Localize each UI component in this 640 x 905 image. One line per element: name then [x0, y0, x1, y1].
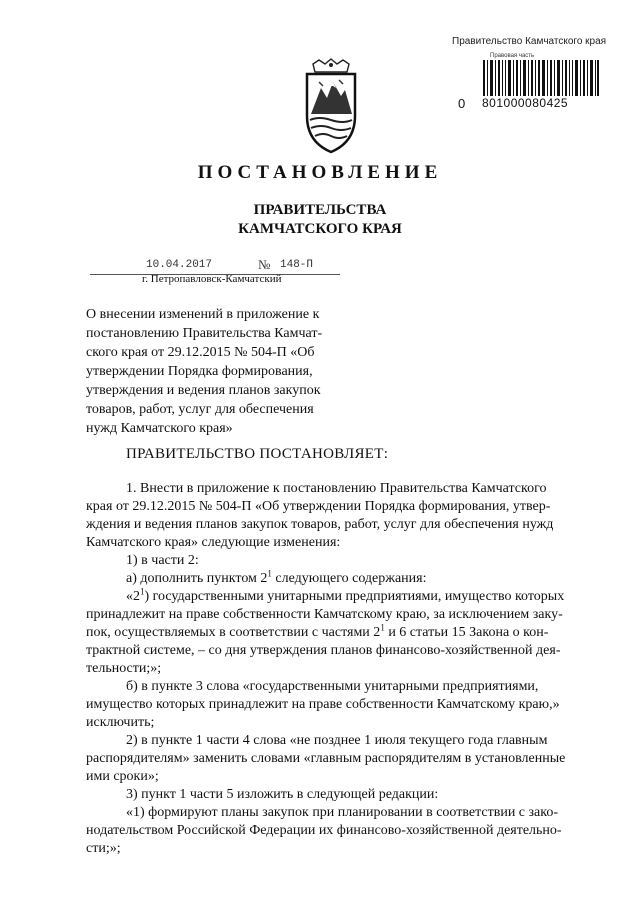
issuer-line-2: КАМЧАТСКОГО КРАЯ — [238, 221, 402, 237]
body-text: пок, осуществляемых в соответствии с частями 2 — [86, 625, 381, 640]
stamp-subtitle: Правовая часть — [490, 53, 535, 59]
body-line: ими сроки»; — [86, 769, 159, 784]
subject-line: ского края от 29.12.2015 № 504-П «Об — [86, 345, 315, 360]
number-sign: № — [258, 257, 271, 272]
body-line: края от 29.12.2015 № 504-П «Об утверждении Порядка формирования, утвер- — [86, 499, 551, 514]
subject-line: О внесении изменений в приложение к — [86, 307, 320, 322]
superscript: 1 — [380, 622, 385, 633]
body-text: а) дополнить пунктом 2 — [126, 571, 268, 586]
body-line: тельности;»; — [86, 661, 162, 676]
barcode-prefix: 0 — [458, 96, 466, 111]
subject-line: товаров, работ, услуг для обеспечения — [86, 402, 314, 417]
subject-line: утверждении Порядка формирования, — [86, 364, 313, 379]
body-text: следующего содержания: — [271, 571, 427, 586]
body-line: ждения и ведения планов закупок товаров, работ, услуг для обеспечения нужд — [86, 517, 554, 532]
document-date: 10.04.2017 — [146, 259, 213, 271]
superscript: 1 — [140, 586, 145, 597]
stamp-title: Правительство Камчатского края — [452, 36, 607, 47]
body-text: ) государственными унитарными предприятиями, имущество которых — [144, 589, 565, 604]
subject-line: утверждения и ведения планов закупок — [86, 383, 321, 398]
place-of-issue: г. Петропавловск-Камчатский — [142, 273, 282, 285]
body-line: 3) пункт 1 части 5 изложить в следующей редакции: — [126, 787, 439, 802]
document-body — [86, 480, 586, 858]
body-line: имущество которых принадлежит на праве собственности Камчатскому краю,» — [86, 697, 560, 712]
resolution-heading: ПРАВИТЕЛЬСТВО ПОСТАНОВЛЯЕТ: — [126, 446, 389, 462]
body-line — [86, 588, 586, 606]
body-line: принадлежит на праве собственности Камчатскому краю, за исключением заку- — [86, 607, 563, 622]
body-line — [86, 624, 586, 642]
body-line: Камчатского края» следующие изменения: — [86, 535, 341, 550]
barcode-number: 801000080425 — [482, 96, 569, 110]
body-line: трактной системе, – со дня утверждения планов финансово-хозяйственной дея- — [86, 643, 561, 658]
subject-line: нужд Камчатского края» — [86, 421, 233, 436]
body-line: 1. Внести в приложение к постановлению Правительства Камчатского — [126, 481, 547, 496]
body-line: 1) в части 2: — [126, 553, 199, 568]
document-number: 148-П — [280, 259, 314, 271]
body-line: 2) в пункте 1 части 4 слова «не позднее 1 июля текущего года главным — [126, 733, 548, 748]
body-text: «2 — [126, 589, 140, 604]
body-line — [86, 570, 586, 588]
coat-of-arms-emblem — [299, 58, 363, 154]
body-line: распорядителям» заменить словами «главным распорядителям в установленные — [86, 751, 566, 766]
issuer-line-1: ПРАВИТЕЛЬСТВА — [253, 202, 387, 218]
subject-line: постановлению Правительства Камчат- — [86, 326, 323, 341]
body-line: нодательством Российской Федерации их финансово-хозяйственной деятельно- — [86, 823, 562, 838]
document-type-title: ПОСТАНОВЛЕНИЕ — [197, 162, 443, 183]
body-line: «1) формируют планы закупок при планировании в соответствии с зако- — [126, 805, 559, 820]
document-subject — [86, 305, 350, 438]
body-line: исключить; — [86, 715, 155, 730]
superscript: 1 — [267, 568, 272, 579]
body-text: и 6 статьи 15 Закона о кон- — [384, 625, 549, 640]
body-line: сти;»; — [86, 841, 121, 856]
body-line: б) в пункте 3 слова «государственными унитарными предприятиями, — [126, 679, 539, 694]
